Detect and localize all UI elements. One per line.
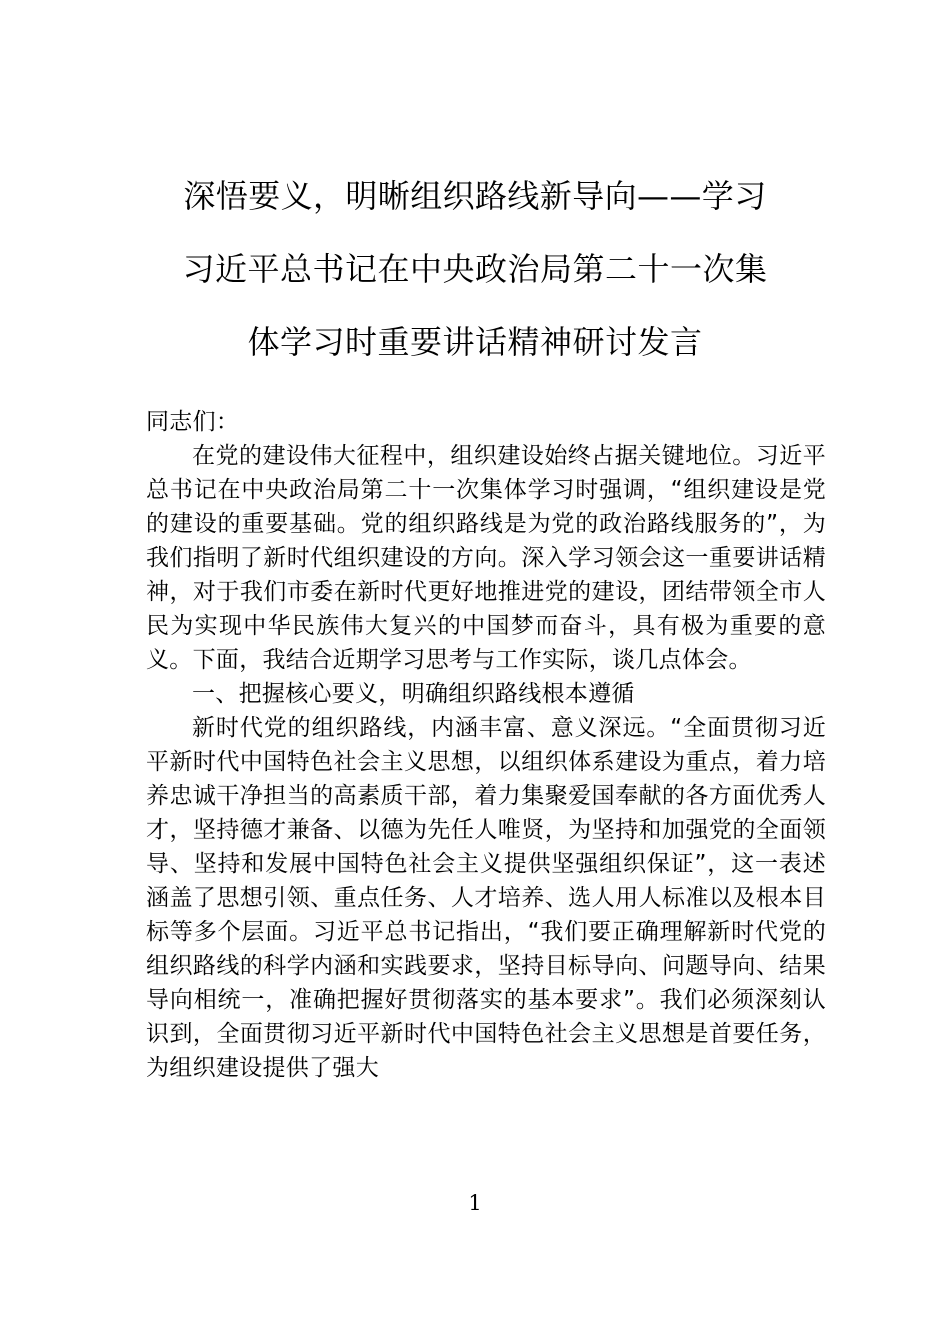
section-1-paragraph: 新时代党的组织路线，内涵丰富、意义深远。“全面贯彻习近平新时代中国特色社会主义思想，以组织体系建设为重点，着力培养忠诚干净担当的高素质干部，着力集聚爱国奉献的各方面优秀人才，坚持德才兼备、以德为先任人唯贤，为坚持和加强党的全面领导、坚持和发展中国特色社会主义提供坚强组织保证”，这一表述涵盖了思想引领、重点任务、人才培养、选人用人标准以及根本目标等多个层面。习近平总书记指出，“我们要正确理解新时代党的组织路线的科学内涵和实践要求，坚持目标导向、问题导向、结果导向相统一，准确把握好贯彻落实的基本要求”。我们必须深刻认识到，全面贯彻习近平新时代中国特色社会主义思想是首要任务，为组织建设提供了强大 (146, 715, 826, 1081)
section-heading-1: 一、把握核心要义，明确组织路线根本遵循 (192, 681, 635, 707)
title-line-1: 深悟要义，明晰组织路线新导向——学习 (183, 177, 767, 215)
page-number: 1 (468, 1191, 482, 1215)
title-line-2: 习近平总书记在中央政治局第二十一次集 (182, 250, 768, 288)
title-line-3: 体学习时重要讲话精神研讨发言 (247, 323, 703, 361)
document-title (140, 166, 810, 385)
document-body (146, 405, 826, 1085)
intro-paragraph: 在党的建设伟大征程中，组织建设始终占据关键地位。习近平总书记在中央政治局第二十一次集体学习时强调，“组织建设是党的建设的重要基础。党的组织路线是为党的政治路线服务的”，为我们指明了新时代组织建设的方向。深入学习领会这一重要讲话精神，对于我们市委在新时代更好地推进党的建设，团结带领全市人民为实现中华民族伟大复兴的中国梦而奋斗，具有极为重要的意义。下面，我结合近期学习思考与工作实际，谈几点体会。 (146, 443, 826, 673)
salutation: 同志们： (146, 409, 240, 435)
